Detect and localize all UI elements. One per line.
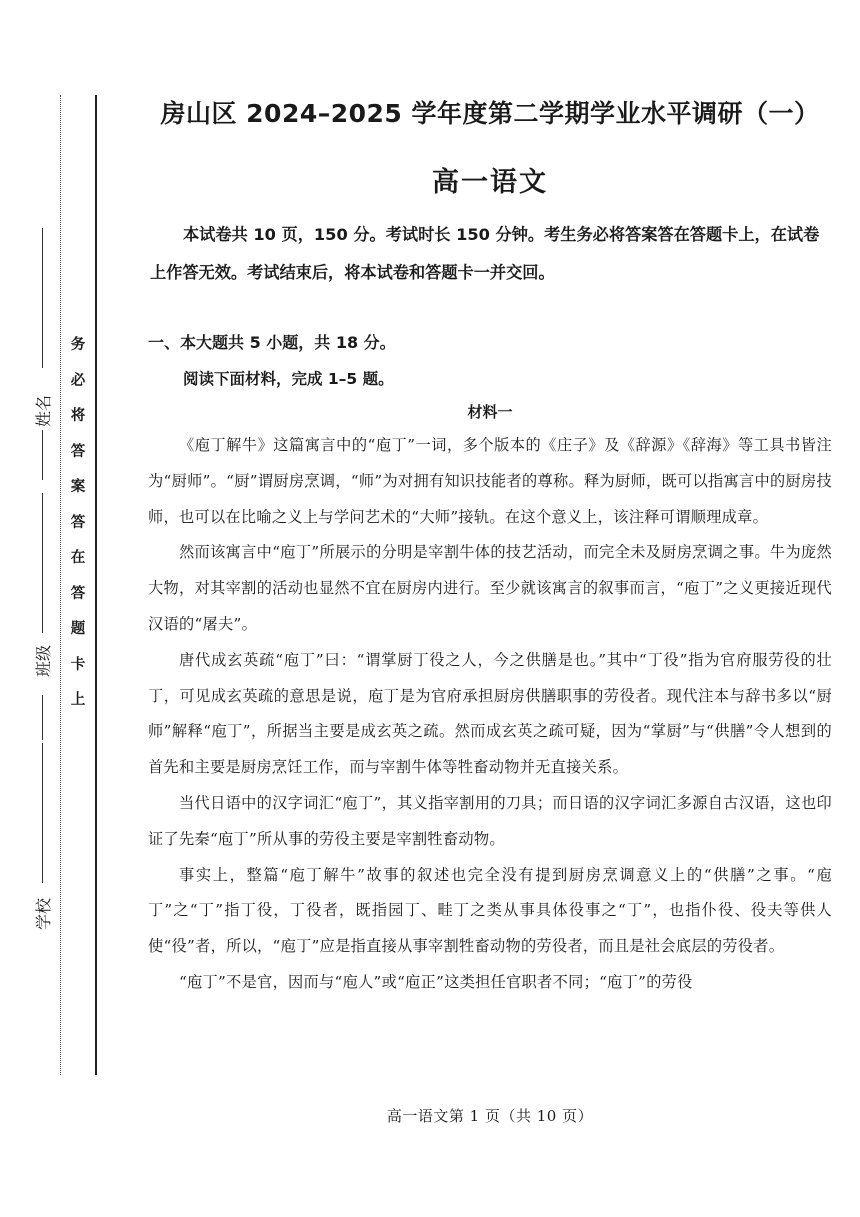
school-field-label: 学校: [33, 898, 53, 931]
page-footer: 高一语文第 1 页（共 10 页）: [386, 1107, 594, 1125]
notice-char: 答: [70, 585, 86, 602]
subject-title: 高一语文: [432, 167, 548, 198]
class-field-line: [42, 493, 43, 633]
paragraph: 事实上，整篇“庖丁解牛”故事的叙述也完全没有提到厨房烹调意义上的“供膳”之事。“庖丁”之“丁”指丁役，丁役者，既指园丁、畦丁之类从事具体役事之“丁”，也指仆役、役夫等供人使“役”者，所以，“庖丁”应是指直接从事宰割牲畜动物的劳役者，而且是社会底层的劳役者。: [148, 865, 832, 956]
binding-notice: [68, 338, 88, 708]
notice-char: 答: [70, 443, 86, 460]
paragraph: 《庖丁解牛》这篇寓言中的“庖丁”一词，多个版本的《庄子》及《辞源》《辞海》等工具书皆注为“厨师”。“厨”谓厨房烹调，“师”为对拥有知识技能者的尊称。释为厨师，既可以指寓言中的厨房技师，也可以在比喻之义上与学问艺术的“大师”接轨。在这个意义上，该注释可谓顺理成章。: [148, 436, 832, 526]
notice-char: 答: [70, 514, 86, 531]
paragraph: “庖丁”不是官，因而与“庖人”或“庖正”这类担任官职者不同；“庖丁”的劳役: [179, 972, 693, 991]
notice-char: 案: [70, 479, 86, 495]
notice-char: 将: [70, 408, 86, 424]
name-field-line-lower: [42, 430, 43, 480]
exam-instructions: 本试卷共 10 页，150 分。考试时长 150 分钟。考生务必将答案答在答题卡上，在试卷上作答无效。考试结束后，将本试卷和答题卡一并交回。: [150, 225, 820, 282]
notice-char: 卡: [70, 656, 86, 673]
exam-title: 房山区 2024–2025 学年度第二学期学业水平调研（一）: [160, 99, 820, 128]
notice-char: 务: [70, 337, 86, 353]
class-field-line-lower: [42, 695, 43, 740]
material-title: 材料一: [467, 403, 513, 421]
name-field-label: 姓名: [33, 395, 53, 428]
paragraph: 当代日语中的汉字词汇“庖丁”，其义指宰割用的刀具；而日语的汉字词汇多源自古汉语，这也印证了先秦“庖丁”所从事的劳役主要是宰割牲畜动物。: [148, 793, 832, 848]
name-field-line: [42, 228, 43, 368]
notice-char: 在: [70, 550, 86, 566]
paragraph: 然而该寓言中“庖丁”所展示的分明是宰割牛体的技艺活动，而完全未及厨房烹调之事。牛为庞然大物，对其宰割的活动也显然不宜在厨房内进行。至少就该寓言的叙事而言，“庖丁”之义更接近现代汉语的“屠夫”。: [148, 543, 832, 633]
notice-char: 题: [70, 621, 86, 637]
class-field-label: 班级: [33, 645, 53, 678]
binding-line: [95, 95, 97, 1075]
notice-char: 上: [70, 692, 86, 708]
section-instruction: 阅读下面材料，完成 1–5 题。: [183, 370, 394, 388]
section-heading: 一、本大题共 5 小题，共 18 分。: [148, 333, 396, 352]
material-body: [148, 428, 832, 1001]
paragraph: 唐代成玄英疏“庖丁”曰：“谓掌厨丁役之人，今之供膳是也。”其中“丁役”指为官府服劳役的壮丁，可见成玄英疏的意思是说，庖丁是为官府承担厨房供膳职事的劳役者。现代注本与辞书多以“厨师”解释“庖丁”，所据当主要是成玄英之疏。然而成玄英之疏可疑，因为“掌厨”与“供膳”令人想到的首先和主要是厨房烹饪工作，而与宰割牛体等牲畜动物并无直接关系。: [148, 650, 832, 777]
school-field-line: [42, 743, 43, 883]
notice-char: 必: [70, 372, 86, 389]
